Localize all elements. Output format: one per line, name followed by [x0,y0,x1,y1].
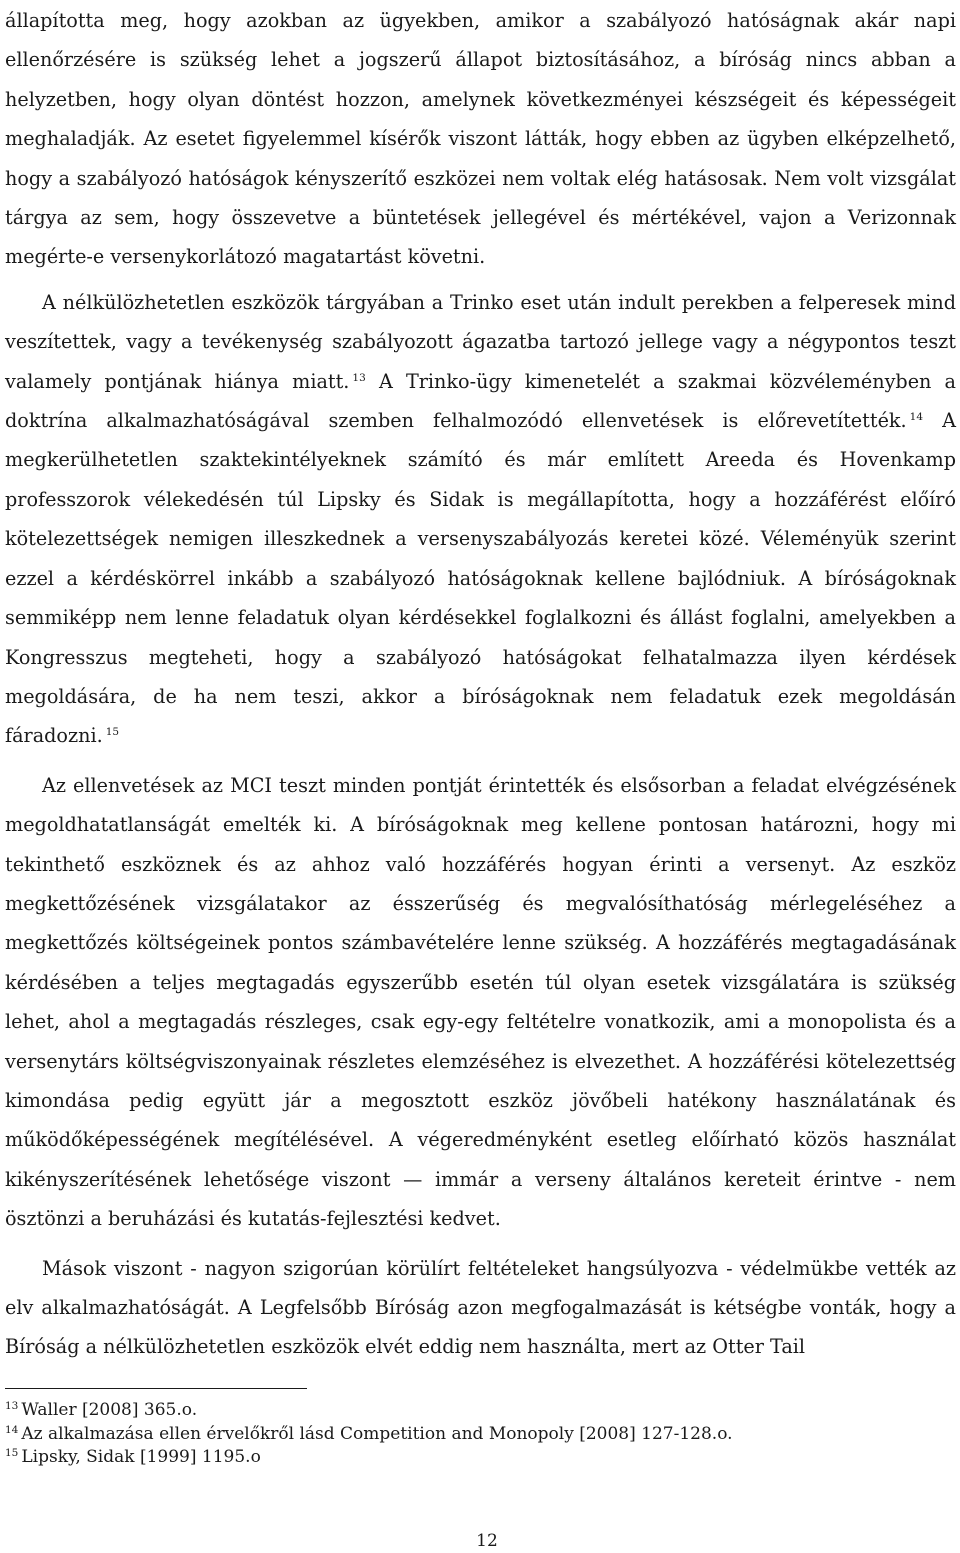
page-number: 12 [476,1531,498,1551]
footnote-text: Waller [2008] 365.o. [21,1400,198,1420]
footnote-text: Lipsky, Sidak [1999] 1195.o [21,1447,261,1467]
paragraph-text: A nélkülözhetetlen eszközök tárgyában a Trinko eset után indult perekben a felperesek mind veszítettek, vagy a tevékenység szabályozott ágazatba tartozó jellege vagy a négypontos teszt valamely pontjának hiánya miatt. [5,290,956,393]
footnote-ref-14[interactable]: 14 [909,411,924,424]
footnote-ref-15[interactable]: 15 [105,726,120,739]
paragraph [5,283,956,756]
footnote-ref-13[interactable]: 13 [352,371,366,384]
paragraph-text: A Trinko-ügy kimenetelét a szakmai közvéleményben a doktrína alkalmazhatóságával szemben felhalmozódó ellenvetések is előrevetítették. [5,369,956,433]
footnote-number: 14 [5,1423,19,1436]
footnote-14 [5,1423,956,1447]
footnote-13 [5,1399,956,1423]
paragraph-text: állapította meg, hogy azokban az ügyekben, amikor a szabályozó hatóságnak akár napi ellenőrzésére is szükség lehet a jogszerű állapot biztosításához, a bíróság nincs abban a helyzetben, hogy olyan döntést hozzon, amelynek következményei készségeit és képességeit meghaladják. Az esetet figyelemmel kísérők viszont látták, hogy ebben az ügyben elképzelhető, hogy a szabályozó hatóságok kényszerítő eszközei nem voltak elég hatásosak. Nem volt vizsgálat tárgya az sem, hogy összevetve a büntetések jellegével és mértékével, vajon a Verizonnak megérte-e versenykorlátozó magatartást követni. [5,9,956,269]
paragraph [5,1,956,277]
paragraph-text: Az ellenvetések az MCI teszt minden pontját érintették és elsősorban a feladat elvégzésének megoldhatatlanságát emelték ki. A bíróságoknak meg kellene pontosan határozni, hogy mi tekinthető eszköznek és az ahhoz való hozzáférés hogyan érinti a versenyt. Az eszköz megkettőzésének vizsgálatakor az ésszerűség és megvalósíthatóság mérlegeléséhez a megkettőzés költségeinek pontos számbavételére lenne szükség. A hozzáférés megtagadásának kérdésében a teljes megtagadás egyszerűbb esetén túl olyan esetek vizsgálatára is szükség lehet, ahol a megtagadás részleges, csak egy-egy feltételre vonatkozik, ami a monopolista és a versenytárs költségviszonyainak részletes elemzéséhez is elvezethet. A hozzáférési kötelezettség kimondása pedig együtt jár a megosztott eszköz jövőbeli hatékony használatának és működőképességének megítélésével. A végeredményként esetleg előírható közös használat kikényszerítésének lehetősége viszont — immár a verseny általános kereteit érintve - nem ösztönzi a beruházási és kutatás-fejlesztési kedvet. [5,773,956,1231]
paragraph-text: Mások viszont - nagyon szigorúan körülírt feltételeket hangsúlyozva - védelmükbe vették az elv alkalmazhatóságát. A Legfelsőbb Bíróság azon megfogalmazását is kétségbe vonták, hogy a Bíróság a nélkülözhetetlen eszközök elvét eddig nem használta, mert az Otter Tail [5,1256,956,1359]
footnote-number: 15 [5,1447,19,1459]
footnote-text: Az alkalmazása ellen érvelőkről lásd Competition and Monopoly [2008] 127-128.o. [21,1423,733,1444]
paragraph [5,1249,956,1367]
footnote-15 [5,1446,956,1470]
footnotes [5,1399,956,1470]
paragraph-text: A megkerülhetetlen szaktekintélyeknek számító és már említett Areeda és Hovenkamp professzorok vélekedésén túl Lipsky és Sidak is megállapította, hogy a hozzáférést előíró kötelezettségek nemigen illeszkednek a versenyszabályozás keretei közé. Véleményük szerint ezzel a kérdéskörrel inkább a szabályozó hatóságoknak kellene bajlódniuk. A bíróságoknak semmiképp nem lenne feladatuk olyan kérdésekkel foglalkozni és állást foglalni, amelyekben a Kongresszus megteheti, hogy a szabályozó hatóságokat felhatalmazza ilyen kérdések megoldására, de ha nem teszi, akkor a bíróságoknak nem feladatuk ezek megoldásán fáradozni. [5,409,956,748]
footnote-separator [5,1388,307,1389]
footnote-number: 13 [5,1400,19,1412]
paragraph [5,766,956,1239]
page-body [5,0,956,1367]
